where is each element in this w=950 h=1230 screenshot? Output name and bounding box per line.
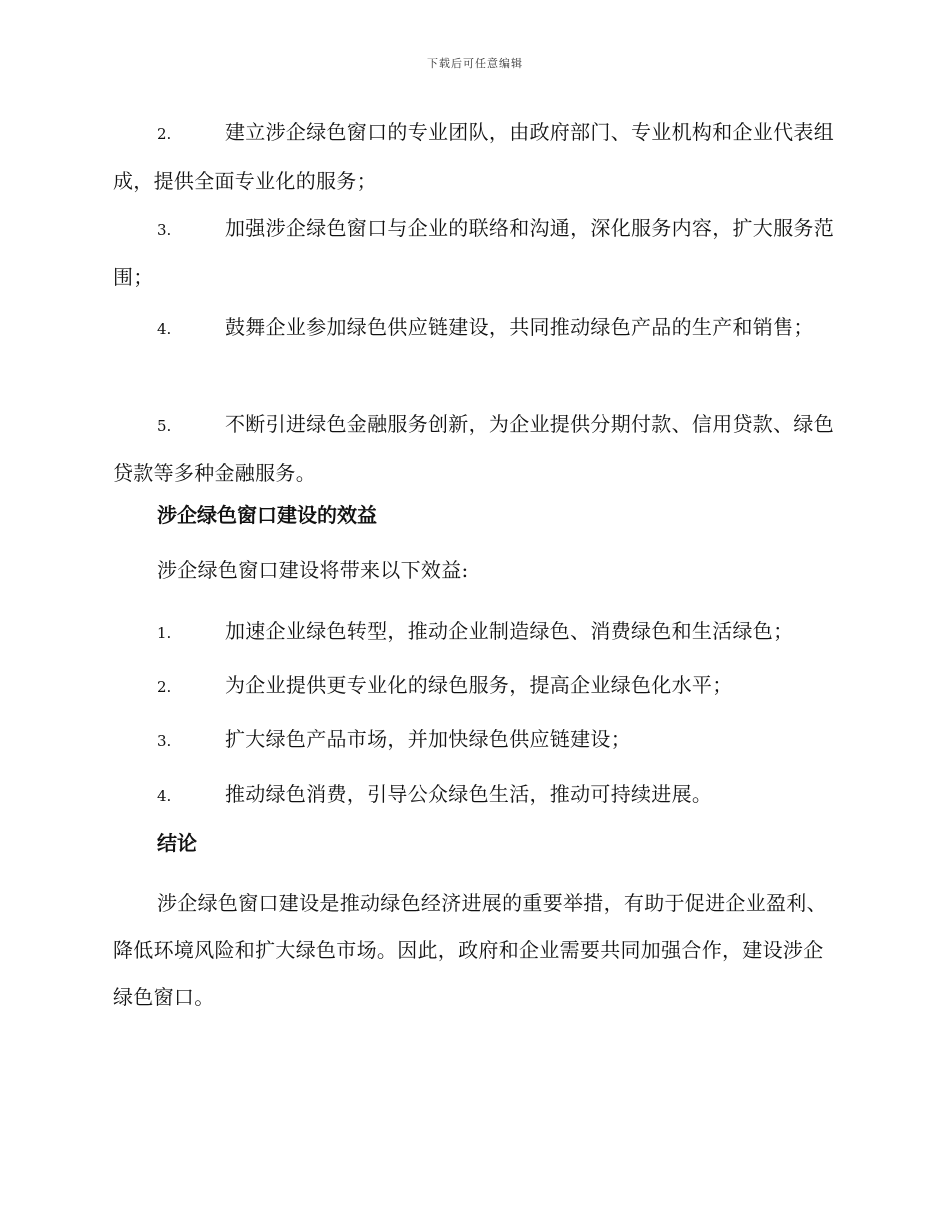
section-heading-benefits: 涉企绿色窗口建设的效益 <box>157 503 377 527</box>
section-heading-conclusion: 结论 <box>157 831 197 855</box>
list-item-text: 鼓舞企业参加绿色供应链建设，共同推动绿色产品的生产和销售； <box>225 315 814 339</box>
list-item <box>113 304 843 353</box>
list-item <box>113 608 843 657</box>
list-item-number: 1. <box>157 624 172 642</box>
list-item-number: 2. <box>157 125 172 143</box>
list-item-text: 不断引进绿色金融服务创新，为企业提供分期付款、信用贷款、绿色贷款等多种金融服务。 <box>113 412 834 485</box>
list-item <box>113 662 843 711</box>
list-item-number: 2. <box>157 678 172 696</box>
list-item-text: 加强涉企绿色窗口与企业的联络和沟通，深化服务内容，扩大服务范围； <box>113 216 834 289</box>
list-item <box>113 401 843 497</box>
list-item-number: 3. <box>157 732 172 750</box>
list-item <box>113 205 843 301</box>
list-item-number: 3. <box>157 221 172 239</box>
benefits-intro: 涉企绿色窗口建设将带来以下效益: <box>157 558 469 582</box>
list-item-text: 为企业提供更专业化的绿色服务，提高企业绿色化水平； <box>225 673 733 697</box>
list-item-text: 加速企业绿色转型，推动企业制造绿色、消费绿色和生活绿色； <box>225 619 794 643</box>
list-item-number: 5. <box>157 417 172 435</box>
page-header: 下载后可任意编辑 <box>427 57 523 70</box>
conclusion-paragraph: 涉企绿色窗口建设是推动绿色经济进展的重要举措，有助于促进企业盈利、降低环境风险和扩大绿色市场。因此，政府和企业需要共同加强合作，建设涉企绿色窗口。 <box>113 891 827 1009</box>
list-item-text: 扩大绿色产品市场，并加快绿色供应链建设； <box>225 727 631 751</box>
list-item-number: 4. <box>157 787 172 805</box>
list-item <box>113 716 843 765</box>
list-item <box>113 109 843 205</box>
list-item <box>113 771 843 820</box>
list-item-text: 建立涉企绿色窗口的专业团队，由政府部门、专业机构和企业代表组成，提供全面专业化的服务； <box>113 120 834 193</box>
list-item-number: 4. <box>157 320 172 338</box>
list-item-text: 推动绿色消费，引导公众绿色生活，推动可持续进展。 <box>225 782 713 806</box>
